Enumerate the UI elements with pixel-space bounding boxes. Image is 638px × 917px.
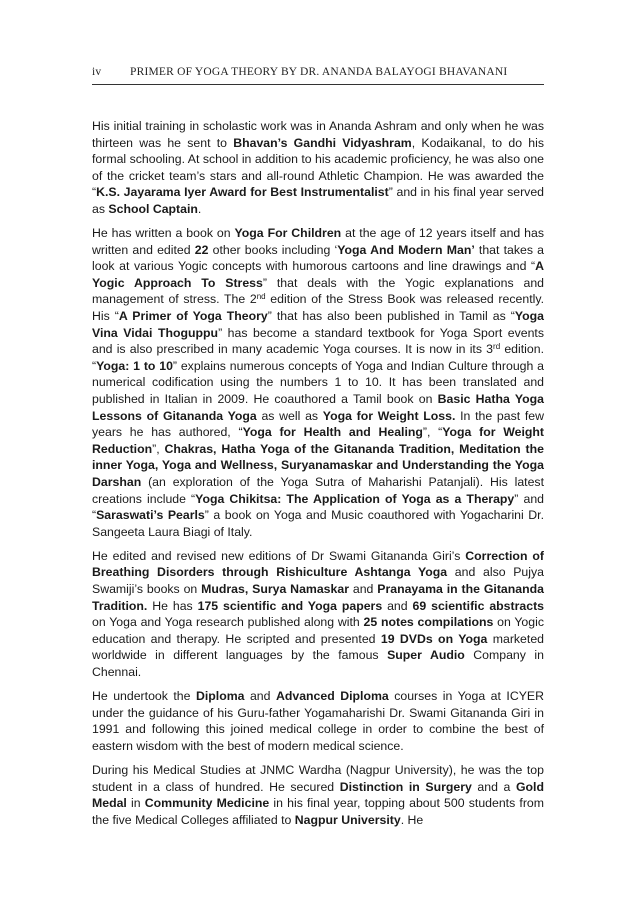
paragraph-training [92, 118, 544, 218]
bold-run: Gold Medal [92, 779, 544, 811]
text-run: ” explains numerous concepts of Yoga and Indian Culture through a numerical codification using the numbers 1 to 10. It has been translated and published in Italian in 2009. He coauthored a Tamil book on [92, 358, 544, 406]
bold-run: Bhavan’s Gandhi Vidyashram [233, 135, 412, 150]
bold-run: Distinction in Surgery [339, 779, 472, 794]
bold-run: Yoga for Weight Loss. [322, 408, 456, 423]
bold-run: 19 DVDs on Yoga [380, 631, 488, 646]
bold-run: K.S. Jayarama Iyer Award for Best Instrumentalist [96, 185, 389, 200]
bold-run: Community Medicine [144, 796, 270, 811]
bold-run: Yoga And Modern Man’ [337, 242, 475, 257]
bold-run: Yoga Vina Vidai Thoguppu [92, 309, 544, 340]
page-number: iv [92, 66, 102, 78]
text-run: He edited and revised new editions of Dr Swami Gitananda Giri’s [92, 548, 466, 563]
text-run: ” has become a standard textbook for Yoga Sport events and is also prescribed in many academic Yoga courses. It is now in its 3 [92, 325, 544, 357]
bold-run: School Captain [108, 201, 198, 216]
paragraph-editions [92, 548, 544, 681]
text-run: as well as [256, 408, 323, 423]
bold-run: Correction of Breathing Disorders through Rishiculture Ashtanga Yoga [92, 548, 544, 580]
text-run: and [244, 689, 276, 704]
text-run: ” that deals with the Yogic explanations and management of stress. The 2 [92, 275, 545, 307]
text-run: ” and in his final year served as [92, 185, 545, 216]
text-run: He has written a book on [92, 226, 235, 241]
text-run: marketed worldwide in different languages by the famous [92, 631, 544, 663]
superscript-run: nd [256, 292, 266, 302]
paragraph-books [92, 225, 544, 540]
bold-run: Nagpur University [294, 812, 401, 827]
bold-run: Chakras, Hatha Yoga of the Gitananda Tradition, Meditation the inner Yoga, Yoga and Wellness, Suryanamaskar and Understanding the Yoga Darshan [92, 441, 544, 489]
header-rule [92, 84, 544, 85]
bold-run: Yoga Chikitsa: The Application of Yoga as a Therapy [195, 491, 515, 506]
text-run: , Kodaikanal, to do his formal schooling. At school in addition to his academic proficiency, he was also one of the cricket team’s stars and all-round Athletic Champion. He was awarded the “ [92, 135, 544, 200]
text-run: courses in Yoga at ICYER under the guidance of his Guru-father Yogamaharishi Dr. Swami Gitananda Giri in 1991 and following this joined medical college in order to combine the best of eastern wisdom with the best of modern medical science. [92, 689, 544, 753]
text-run: Company in Chennai. [92, 648, 544, 679]
bold-run: Saraswati’s Pearls [96, 508, 205, 523]
text-run: (an exploration of the Yoga Sutra of Maharishi Patanjali). His latest creations include “ [92, 474, 544, 506]
text-run: His initial training in scholastic work was in Ananda Ashram and only when he was thirteen was he sent to [92, 119, 544, 150]
bold-run: 22 [194, 242, 209, 257]
text-run: that takes a look at various Yogic concepts with humorous cartoons and line drawings and “ [92, 242, 544, 274]
text-run: on Yogic education and therapy. He scripted and presented [92, 615, 544, 646]
text-run: edition of the Stress Book was released recently. His “ [92, 292, 544, 324]
text-run: During his Medical Studies at JNMC Wardha (Nagpur University), he was the top student in a class of hundred. He secured [92, 762, 544, 794]
paragraph-medical-studies [92, 762, 544, 828]
bold-run: A Primer of Yoga Theory [118, 309, 268, 324]
text-run: and a [471, 779, 516, 794]
bold-run: 175 scientific and Yoga papers [197, 598, 383, 613]
text-run: ”, “ [422, 425, 443, 440]
bold-run: 25 notes compilations [363, 615, 494, 630]
bold-run: Diploma [195, 689, 245, 704]
running-header [92, 66, 544, 78]
text-run: He undertook the [92, 689, 196, 704]
running-title: PRIMER OF YOGA THEORY BY DR. ANANDA BALAYOGI BHAVANANI [130, 66, 508, 78]
text-run: other books including ‘ [208, 242, 338, 257]
body-text [92, 118, 544, 836]
text-run: ” and “ [92, 491, 544, 523]
text-run: . He [400, 812, 424, 827]
text-run: and also Pujya Swamiji’s books on [92, 565, 544, 597]
text-run: on Yoga and Yoga research published along with [92, 615, 364, 630]
bold-run: Yoga For Children [234, 226, 342, 241]
bold-run: Super Audio [387, 648, 465, 663]
text-run: ” that has also been published in Tamil as “ [267, 309, 515, 324]
text-run: and [348, 582, 378, 597]
bold-run: Advanced Diploma [275, 689, 389, 704]
bold-run: 69 scientific abstracts [412, 598, 545, 613]
text-run: at the age of 12 years itself and has written and edited [92, 226, 544, 257]
text-run: and [382, 598, 413, 613]
superscript-run: rd [493, 342, 501, 352]
text-run: in his final year, topping about 500 students from the five Medical Colleges affiliated to [92, 796, 545, 827]
bold-run: Yoga: 1 to 10 [96, 358, 173, 373]
text-run: in [126, 796, 145, 811]
paragraph-diploma [92, 688, 544, 754]
text-run: ”, [152, 441, 165, 456]
text-run: edition. “ [92, 342, 544, 373]
bold-run: Yoga for Health and Healing [242, 425, 423, 440]
bold-run: Basic Hatha Yoga Lessons of Gitananda Yoga [92, 392, 544, 423]
text-run: ” a book on Yoga and Music coauthored with Yogacharini Dr. Sangeeta Laura Biagi of Italy. [92, 508, 544, 539]
text-run: He has [147, 598, 198, 613]
bold-run: A Yogic Approach To Stress [92, 259, 544, 290]
text-run: . [197, 201, 202, 216]
bold-run: Pranayama in the Gitananda Tradition. [92, 582, 544, 613]
bold-run: Mudras, Surya Namaskar [201, 582, 349, 597]
bold-run: Yoga for Weight Reduction [92, 425, 544, 456]
text-run: In the past few years he has authored, “ [92, 408, 545, 440]
